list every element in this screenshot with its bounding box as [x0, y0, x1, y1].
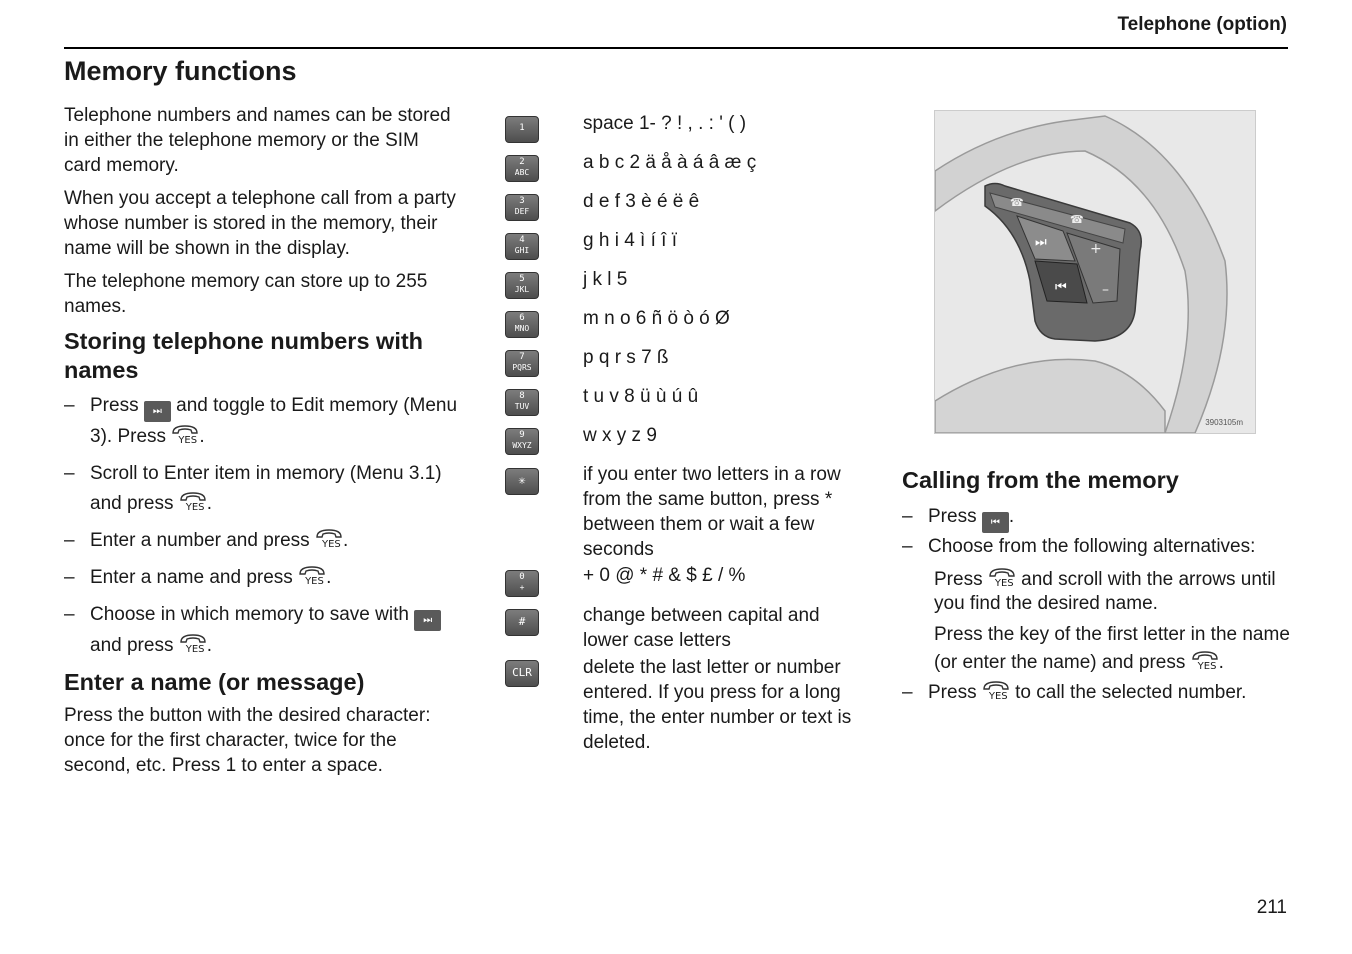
intro-paragraph-2: When you accept a telephone call from a party whose number is stored in the memory, their name will be shown in the display. — [64, 188, 456, 259]
key-clr-icon: CLR — [505, 660, 539, 687]
svg-text:⏮: ⏮ — [1055, 280, 1067, 295]
call-step-2: – Choose from the following alternatives: — [902, 533, 1297, 561]
key-hash-text: change between capital and lower case letters — [583, 605, 820, 651]
calling-heading: Calling from the memory — [902, 467, 1179, 493]
yes-phone-icon: YES — [1191, 650, 1219, 674]
step-3: – Enter a number and press YES . — [64, 526, 459, 556]
left-column — [64, 103, 459, 786]
key-2-text: a b c 2 ä å à á â æ ç — [583, 152, 757, 173]
step-2: – Scroll to Enter item in memory (Menu 3.1) and press YES . — [64, 459, 459, 519]
key-clr-text: delete the last letter or number entered. If you press for a long time, the enter number or text is deleted. — [583, 657, 852, 753]
key-star-text: if you enter two letters in a row from the same button, press * between them or wait a few seconds — [583, 464, 841, 560]
key-7-icon: 7 PQRS — [505, 350, 539, 377]
svg-text:☎: ☎ — [1070, 213, 1084, 226]
page-title: Memory functions — [64, 56, 297, 86]
key-9-text: w x y z 9 — [583, 425, 657, 446]
key-8-icon: 8 TUV — [505, 389, 539, 416]
back-button-icon: ⏮ — [982, 512, 1009, 533]
yes-phone-icon: YES — [179, 491, 207, 515]
right-column — [902, 466, 1297, 714]
step-4: – Enter a name and press YES . — [64, 563, 459, 593]
yes-phone-icon: YES — [171, 424, 199, 448]
key-1-text: space 1- ? ! , . : ' ( ) — [583, 113, 747, 134]
yes-phone-icon: YES — [982, 680, 1010, 704]
storing-steps — [64, 391, 459, 661]
key-6-icon: 6 MNO — [505, 311, 539, 338]
yes-phone-icon: YES — [988, 567, 1016, 591]
key-7-text: p q r s 7 ß — [583, 347, 669, 368]
key-0-text: + 0 @ * # & $ £ / % — [583, 565, 746, 586]
forward-button-icon: ⏭ — [144, 401, 171, 422]
svg-text:☎: ☎ — [1010, 196, 1024, 209]
key-5-text: j k l 5 — [583, 269, 628, 290]
enter-name-heading: Enter a name (or message) — [64, 669, 365, 695]
key-2-icon: 2 ABC — [505, 155, 539, 182]
key-8-text: t u v 8 ü ù ú û — [583, 386, 699, 407]
steering-wheel-illustration — [934, 110, 1256, 434]
key-3-icon: 3 DEF — [505, 194, 539, 221]
key-0-icon: 0 + — [505, 570, 539, 597]
alternative-1: Press YES and scroll with the arrows until you find the desired name. — [934, 569, 1276, 614]
storing-heading: Storing telephone numbers with names — [64, 328, 424, 383]
svg-text:⏭: ⏭ — [1035, 235, 1047, 250]
key-3-text: d e f 3 è é ë ê — [583, 191, 700, 212]
forward-button-icon: ⏭ — [414, 610, 441, 631]
call-step-1: – Press ⏮ . — [902, 503, 1297, 533]
page-number: 211 — [1256, 897, 1287, 918]
header-rule — [64, 47, 1288, 49]
image-caption: 3903105m — [1205, 418, 1243, 427]
steering-wheel-drawing — [935, 111, 1255, 433]
yes-phone-icon: YES — [315, 528, 343, 552]
key-hash-icon: # — [505, 609, 539, 636]
yes-phone-icon: YES — [179, 633, 207, 657]
enter-name-text: Press the button with the desired character: once for the first character, twice for the second, etc. Press 1 to enter a space. — [64, 705, 431, 776]
section-header: Telephone (option) — [1117, 14, 1287, 35]
step-5: – Choose in which memory to save with ⏭ and press YES . — [64, 600, 459, 661]
key-6-text: m n o 6 ñ ö ò ó Ø — [583, 308, 730, 329]
key-9-icon: 9 WXYZ — [505, 428, 539, 455]
step-1: – Press ⏭ and toggle to Edit memory (Menu 3). Press YES . — [64, 391, 459, 452]
key-star-icon: ✳ — [505, 468, 539, 495]
key-1-icon: 1 — [505, 116, 539, 143]
yes-phone-icon: YES — [298, 565, 326, 589]
key-5-icon: 5 JKL — [505, 272, 539, 299]
intro-paragraph-1: Telephone numbers and names can be stored in either the telephone memory or the SIM card memory. — [64, 105, 451, 176]
key-4-icon: 4 GHI — [505, 233, 539, 260]
key-4-text: g h i 4 ì í î ï — [583, 230, 677, 251]
calling-steps — [902, 503, 1297, 561]
svg-text:+: + — [1090, 241, 1102, 257]
intro-paragraph-3: The telephone memory can store up to 255 names. — [64, 271, 428, 317]
svg-text:–: – — [1102, 282, 1109, 298]
alternative-2: Press the key of the first letter in the name (or enter the name) and press YES . — [934, 624, 1290, 673]
call-step-3: – Press YES to call the selected number. — [902, 679, 1297, 707]
